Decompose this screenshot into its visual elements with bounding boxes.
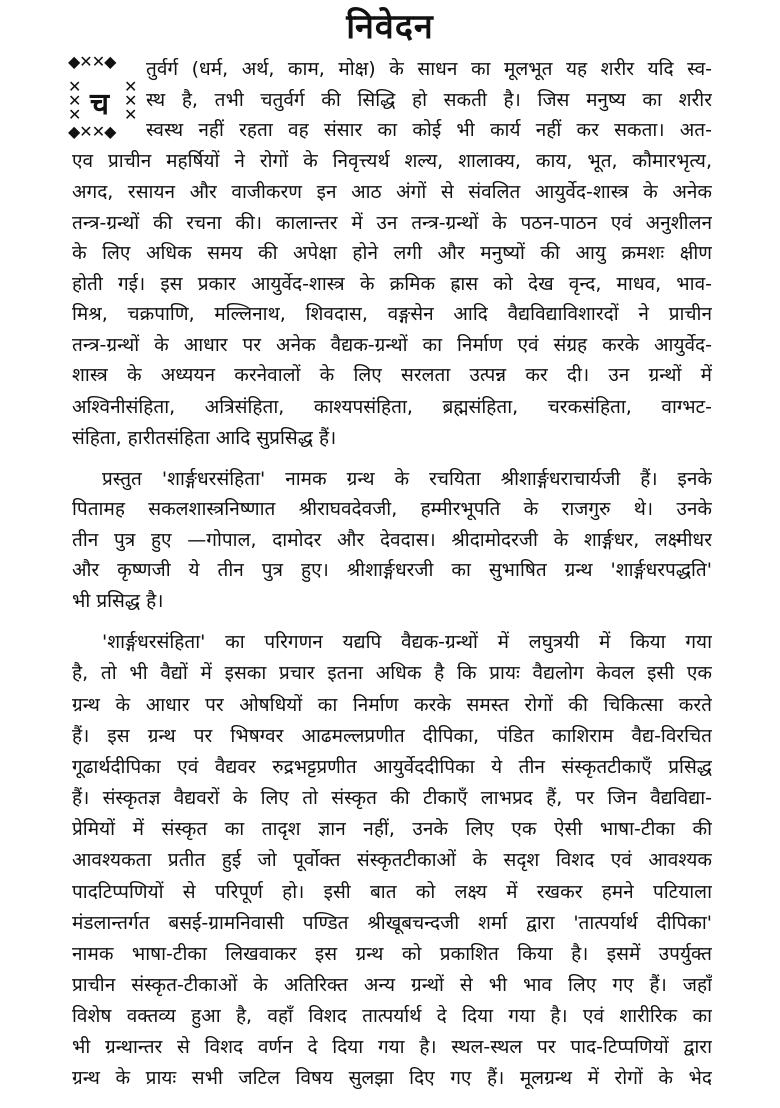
text-line: ग्रन्थ के आधार पर ओषधियों का निर्माण करके समस्त रोगों की चिकित्सा करते <box>72 694 712 716</box>
text-line: शास्त्र के अध्ययन करनेवालों के लिए सरलता उत्पन्न कर दी। उन ग्रन्थों में <box>72 364 712 386</box>
text-line: और कृष्णजी ये तीन पुत्र हुए। श्रीशार्ङ्गधरजी का सुभाषित ग्रन्थ 'शार्ङ्गधरपद्धति' <box>72 559 712 581</box>
drop-cap-ornament <box>68 52 140 142</box>
ornament-right-icon: ✕ ✕ ✕ <box>124 77 137 124</box>
text-line: प्रस्तुत 'शार्ङ्गधरसंहिता' नामक ग्रन्थ के रचयिता श्रीशार्ङ्गधराचार्यजी हैं। इनके <box>102 468 712 490</box>
text-line: ग्रन्थ के प्रायः सभी जटिल विषय सुलझा दिए गए हैं। मूलग्रन्थ में रोगों के भेद <box>72 1067 712 1089</box>
text-line: अगद, रसायन और वाजीकरण इन आठ अंगों से संवलित आयुर्वेद-शास्त्र के अनेक <box>72 181 712 203</box>
text-line: तन्त्र-ग्रन्थों की रचना की। कालान्तर में उन तन्त्र-ग्रन्थों के पठन-पाठन एवं अनुशीलन <box>72 212 712 234</box>
text-line: स्थ है, तभी चतुर्वर्ग की सिद्धि हो सकती है। जिस मनुष्य का शरीर <box>146 89 712 111</box>
ornament-bottom-icon: ◆✕✕◆ <box>68 122 116 141</box>
text-line: विशेष वक्तव्य हुआ है, वहाँ विशद तात्पर्यार्थ दे दिया गया है। एवं शारीरिक का <box>72 1005 712 1027</box>
text-line: एव प्राचीन महर्षियों ने रोगों के निवृत्त्यर्थ शल्य, शालाक्य, काय, भूत, कौमारभृत्य, <box>72 150 712 172</box>
text-line: पादटिप्पणियों से परिपूर्ण हो। इसी बात को लक्ष्य में रखकर हमने पटियाला <box>72 881 712 903</box>
text-line: मंडलान्तर्गत बसई-ग्रामनिवासी पण्डित श्रीखूबचन्दजी शर्मा द्वारा 'तात्पर्यार्थ दीपिका' <box>72 912 712 934</box>
text-line: तुर्वर्ग (धर्म, अर्थ, काम, मोक्ष) के साधन का मूलभूत यह शरीर यदि स्व- <box>146 58 712 80</box>
text-line: हैं। इस ग्रन्थ पर भिषग्वर आढमल्लप्रणीत दीपिका, पंडित काशिराम वैद्य-विरचित <box>72 725 712 747</box>
text-line: प्रेमियों में संस्कृत का तादृश ज्ञान नहीं, उनके लिए एक ऐसी भाषा-टीका की <box>72 818 712 840</box>
text-line: स्वस्थ नहीं रहता वह संसार का कोई भी कार्य नहीं कर सकता। अत- <box>146 119 712 141</box>
text-line: संहिता, हारीतसंहिता आदि सुप्रसिद्ध हैं। <box>72 427 337 449</box>
text-line: आवश्यकता प्रतीत हुई जो पूर्वोक्त संस्कृतटीकाओं के सदृश विशद एवं आवश्यक <box>72 849 712 871</box>
ornament-left-icon: ✕ ✕ ✕ <box>68 77 81 124</box>
text-line: पितामह सकलशास्त्रनिष्णात श्रीराघवदेवजी, हम्मीरभूपति के राजगुरु थे। उनके <box>72 498 712 520</box>
page-title: निवेदन <box>346 7 434 47</box>
ornament-top-icon: ◆✕✕◆ <box>68 52 116 71</box>
text-line: भी प्रसिद्ध है। <box>72 590 164 612</box>
text-line: भी ग्रन्थान्तर से विशद वर्णन दे दिया गया है। स्थल-स्थल पर पाद-टिप्पणियों द्वारा <box>72 1036 712 1058</box>
text-line: अश्विनीसंहिता, अत्रिसंहिता, काश्यपसंहिता, ब्रह्मसंहिता, चरकसंहिता, वाग्भट- <box>72 396 712 418</box>
text-line: होती गई। इस प्रकार आयुर्वेद-शास्त्र के क्रमिक ह्रास को देख वृन्द, माधव, भाव- <box>72 273 712 295</box>
drop-cap-letter: च <box>90 87 110 122</box>
text-line: नामक भाषा-टीका लिखवाकर इस ग्रन्थ को प्रकाशित किया है। इसमें उपर्युक्त <box>72 943 712 965</box>
text-line: हैं। संस्कृतज्ञ वैद्यवरों के लिए तो संस्कृत की टीकाएँ लाभप्रद हैं, पर जिन वैद्यविद्या- <box>72 787 712 809</box>
text-line: के लिए अधिक समय की अपेक्षा होने लगी और मनुष्यों की आयु क्रमशः क्षीण <box>72 242 712 264</box>
text-line: 'शार्ङ्गधरसंहिता' का परिगणन यद्यपि वैद्यक-ग्रन्थों में लघुत्रयी में किया गया <box>102 631 712 653</box>
text-line: प्राचीन संस्कृत-टीकाओं के अतिरिक्त अन्य ग्रन्थों से भी भाव लिए गए हैं। जहाँ <box>72 974 712 996</box>
text-line: तीन पुत्र हुए —गोपाल, दामोदर और देवदास। श्रीदामोदरजी के शार्ङ्गधर, लक्ष्मीधर <box>72 529 712 551</box>
text-line: है, तो भी वैद्यों में इसका प्रचार इतना अधिक है कि प्रायः वैद्यलोग केवल इसी एक <box>72 662 712 684</box>
text-line: तन्त्र-ग्रन्थों के आधार पर अनेक वैद्यक-ग्रन्थों का निर्माण एवं संग्रह करके आयुर्वेद- <box>72 334 712 356</box>
text-line: मिश्र, चक्रपाणि, मल्लिनाथ, शिवदास, वङ्गसेन आदि वैद्यविद्याविशारदों ने प्राचीन <box>72 303 712 325</box>
text-line: गूढार्थदीपिका एवं वैद्यवर रुद्रभट्टप्रणीत आयुर्वेददीपिका ये तीन संस्कृतटीकाएँ प्रसिद्ध <box>72 756 712 778</box>
